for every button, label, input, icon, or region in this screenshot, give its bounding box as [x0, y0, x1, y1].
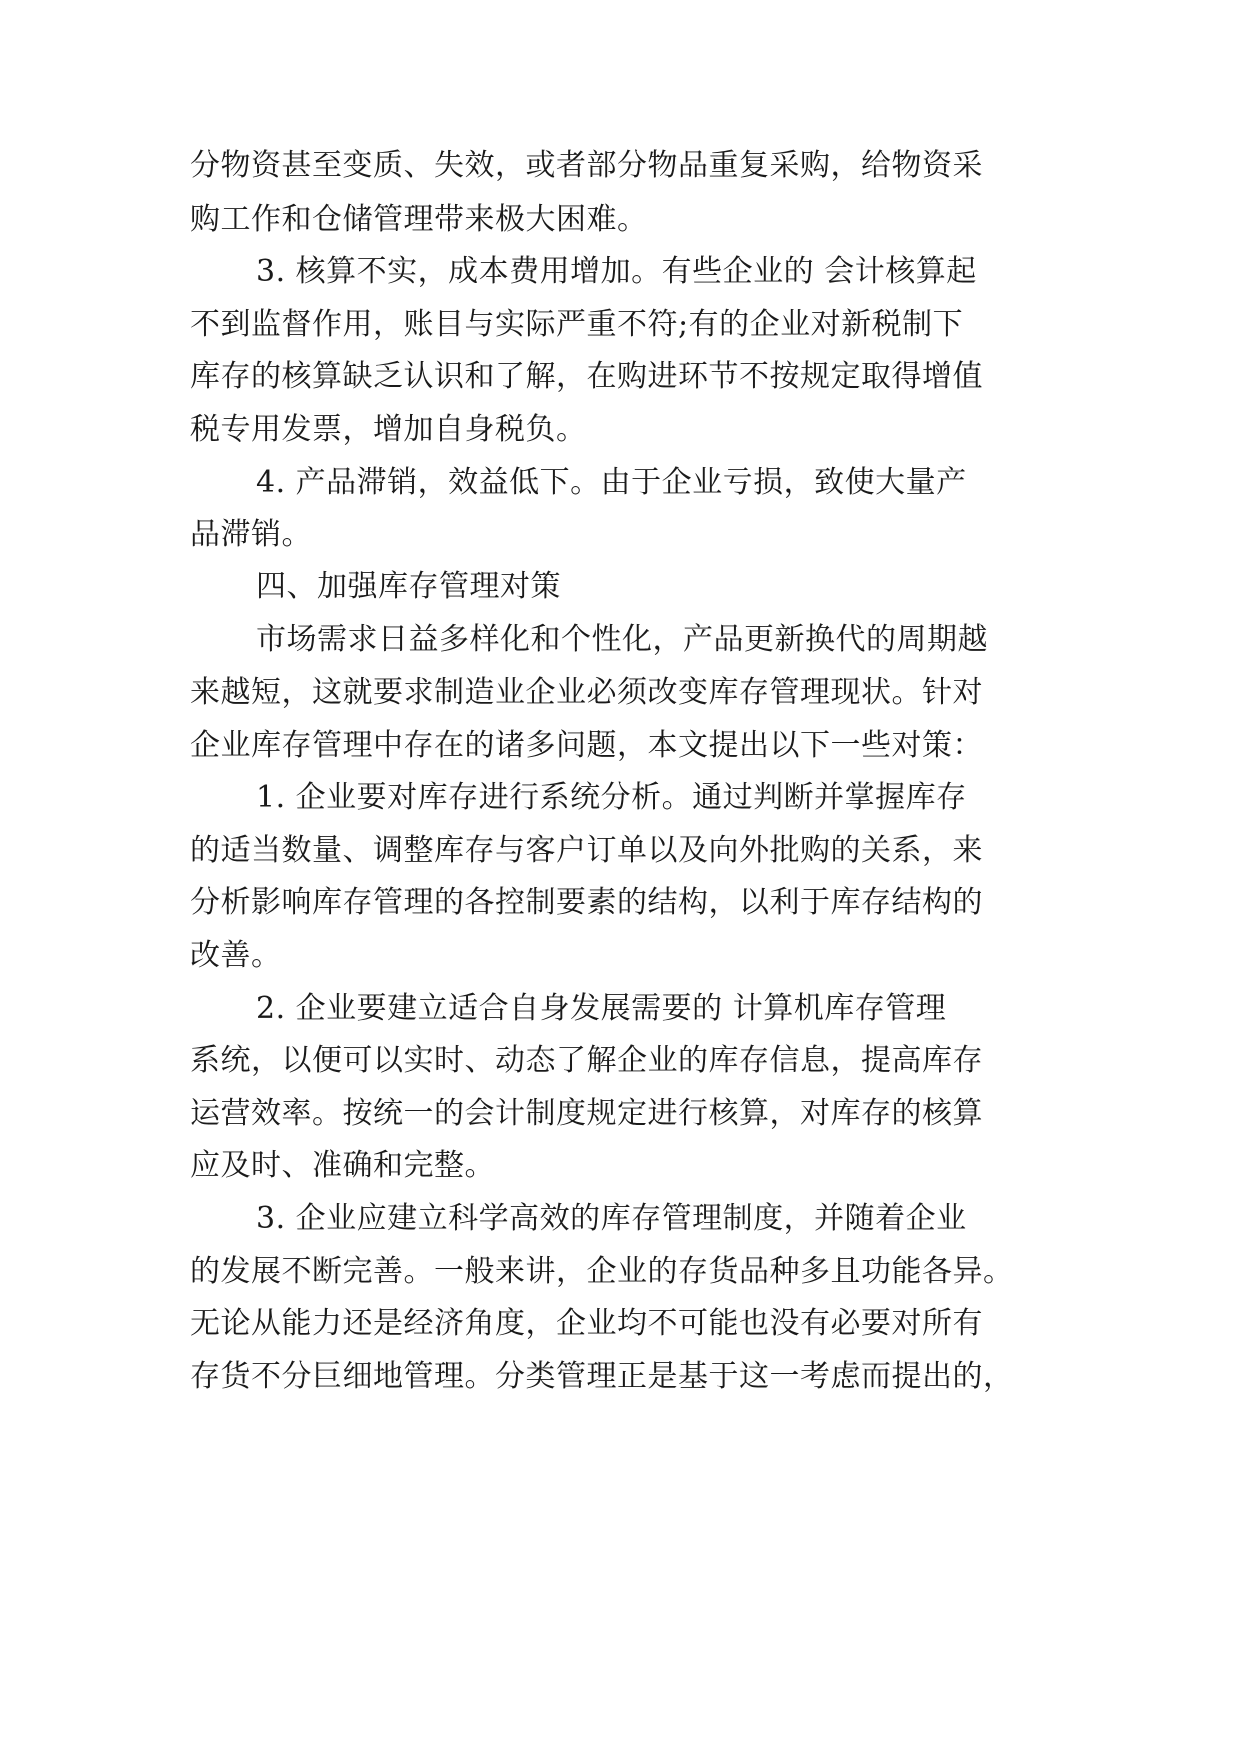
text-line: 4. 产品滞销，效益低下。由于企业亏损，致使大量产: [256, 465, 967, 500]
text-line: 分物资甚至变质、失效，或者部分物品重复采购，给物资采: [190, 148, 983, 183]
text-line: 应及时、准确和完整。: [190, 1148, 495, 1183]
text-line: 不到监督作用，账目与实际严重不符;有的企业对新税制下: [190, 307, 964, 342]
text-line: 购工作和仓储管理带来极大困难。: [190, 202, 648, 237]
text-line: 来越短，这就要求制造业企业必须改变库存管理现状。针对: [190, 675, 983, 710]
text-line: 存货不分巨细地管理。分类管理正是基于这一考虑而提出的，: [190, 1359, 1014, 1394]
text-line: 改善。: [190, 938, 282, 973]
text-line: 1. 企业要对库存进行系统分析。通过判断并掌握库存: [256, 780, 967, 815]
text-line: 无论从能力还是经济角度，企业均不可能也没有必要对所有: [190, 1306, 983, 1341]
text-line: 的适当数量、调整库存与客户订单以及向外批购的关系，来: [190, 833, 983, 868]
text-line: 品滞销。: [190, 517, 312, 552]
text-line: 运营效率。按统一的会计制度规定进行核算，对库存的核算: [190, 1096, 983, 1131]
section-heading: 四、加强库存管理对策: [256, 569, 561, 604]
text-line: 企业库存管理中存在的诸多问题，本文提出以下一些对策：: [190, 728, 983, 763]
text-line: 分析影响库存管理的各控制要素的结构，以利于库存结构的: [190, 885, 983, 920]
text-line: 3. 核算不实，成本费用增加。有些企业的 会计核算起: [256, 254, 977, 289]
text-line: 库存的核算缺乏认识和了解，在购进环节不按规定取得增值: [190, 359, 983, 394]
text-line: 2. 企业要建立适合自身发展需要的 计算机库存管理: [256, 991, 947, 1026]
text-line: 税专用发票，增加自身税负。: [190, 412, 587, 447]
text-line: 的发展不断完善。一般来讲，企业的存货品种多且功能各异。: [190, 1254, 1014, 1289]
text-line: 3. 企业应建立科学高效的库存管理制度，并随着企业: [256, 1201, 967, 1236]
text-line: 系统，以便可以实时、动态了解企业的库存信息，提高库存: [190, 1043, 983, 1078]
text-line: 市场需求日益多样化和个性化，产品更新换代的周期越: [256, 622, 988, 657]
